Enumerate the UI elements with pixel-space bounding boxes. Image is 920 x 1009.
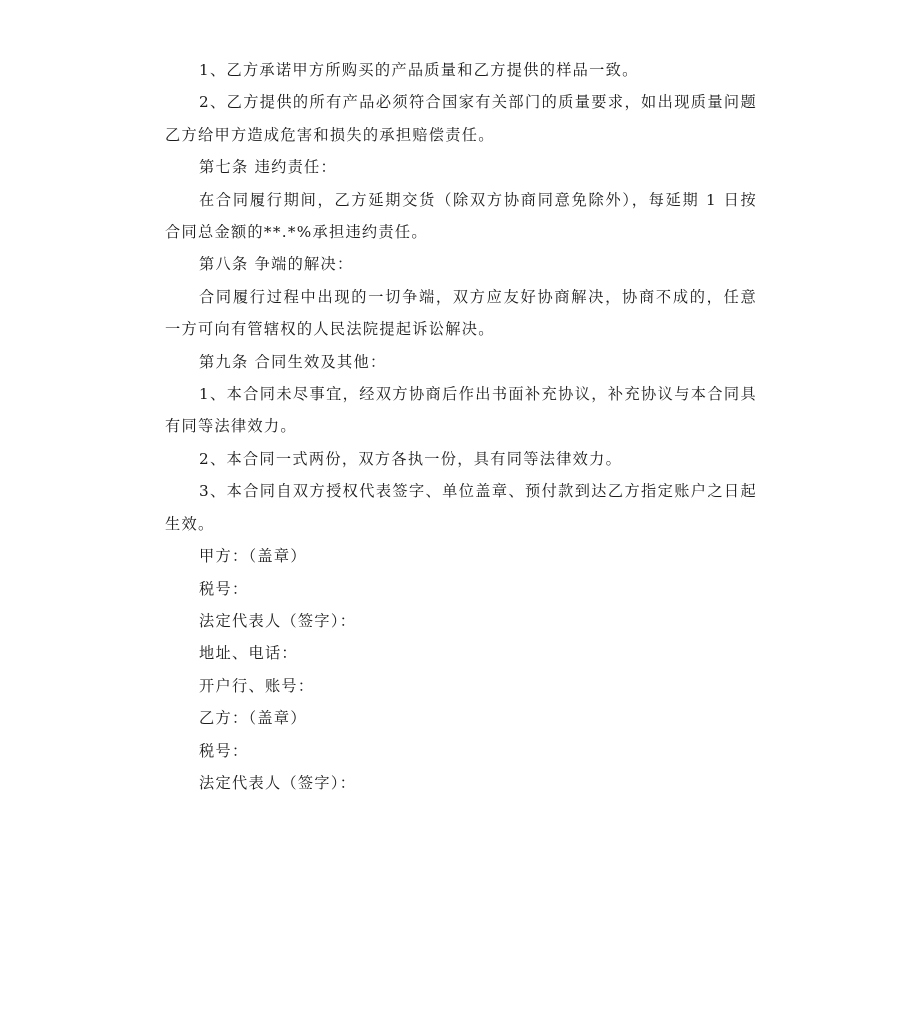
clause-8-body: 合同履行过程中出现的一切争端，双方应友好协商解决，协商不成的，任意一方可向有管辖权的人民法院提起诉讼解决。 <box>165 287 757 339</box>
party-b-legal-rep: 法定代表人（签字）： <box>199 773 357 792</box>
party-a-tax-id: 税号： <box>199 579 249 598</box>
clause-9-item-3: 3、本合同自双方授权代表签字、单位盖章、预付款到达乙方指定账户之日起生效。 <box>165 482 757 533</box>
party-a-bank-account: 开户行、账号： <box>199 676 315 695</box>
party-b-tax-id: 税号： <box>199 741 249 760</box>
clause-9-heading: 第九条 合同生效及其他： <box>199 352 387 371</box>
party-a-address-phone: 地址、电话： <box>199 644 298 663</box>
clause-6-item-1: 1、乙方承诺甲方所购买的产品质量和乙方提供的样品一致。 <box>199 61 639 79</box>
clause-7-body: 在合同履行期间，乙方延期交货（除双方协商同意免除外），每延期 1 日按合同总金额的**.*%承担违约责任。 <box>165 190 757 242</box>
party-a-legal-rep: 法定代表人（签字）： <box>199 611 357 630</box>
clause-8-heading: 第八条 争端的解决： <box>199 255 354 274</box>
party-b-seal: 乙方：（盖章） <box>199 709 307 728</box>
clause-9-item-1: 1、本合同未尽事宜，经双方协商后作出书面补充协议，补充协议与本合同具有同等法律效力。 <box>165 385 757 436</box>
clause-7-heading: 第七条 违约责任： <box>199 158 338 177</box>
clause-6-item-2: 2、乙方提供的所有产品必须符合国家有关部门的质量要求，如出现质量问题乙方给甲方造成危害和损失的承担赔偿责任。 <box>165 93 757 144</box>
document-page <box>165 54 757 799</box>
clause-9-item-2: 2、本合同一式两份，双方各执一份，具有同等法律效力。 <box>199 449 623 468</box>
party-a-seal: 甲方：（盖章） <box>199 547 307 566</box>
